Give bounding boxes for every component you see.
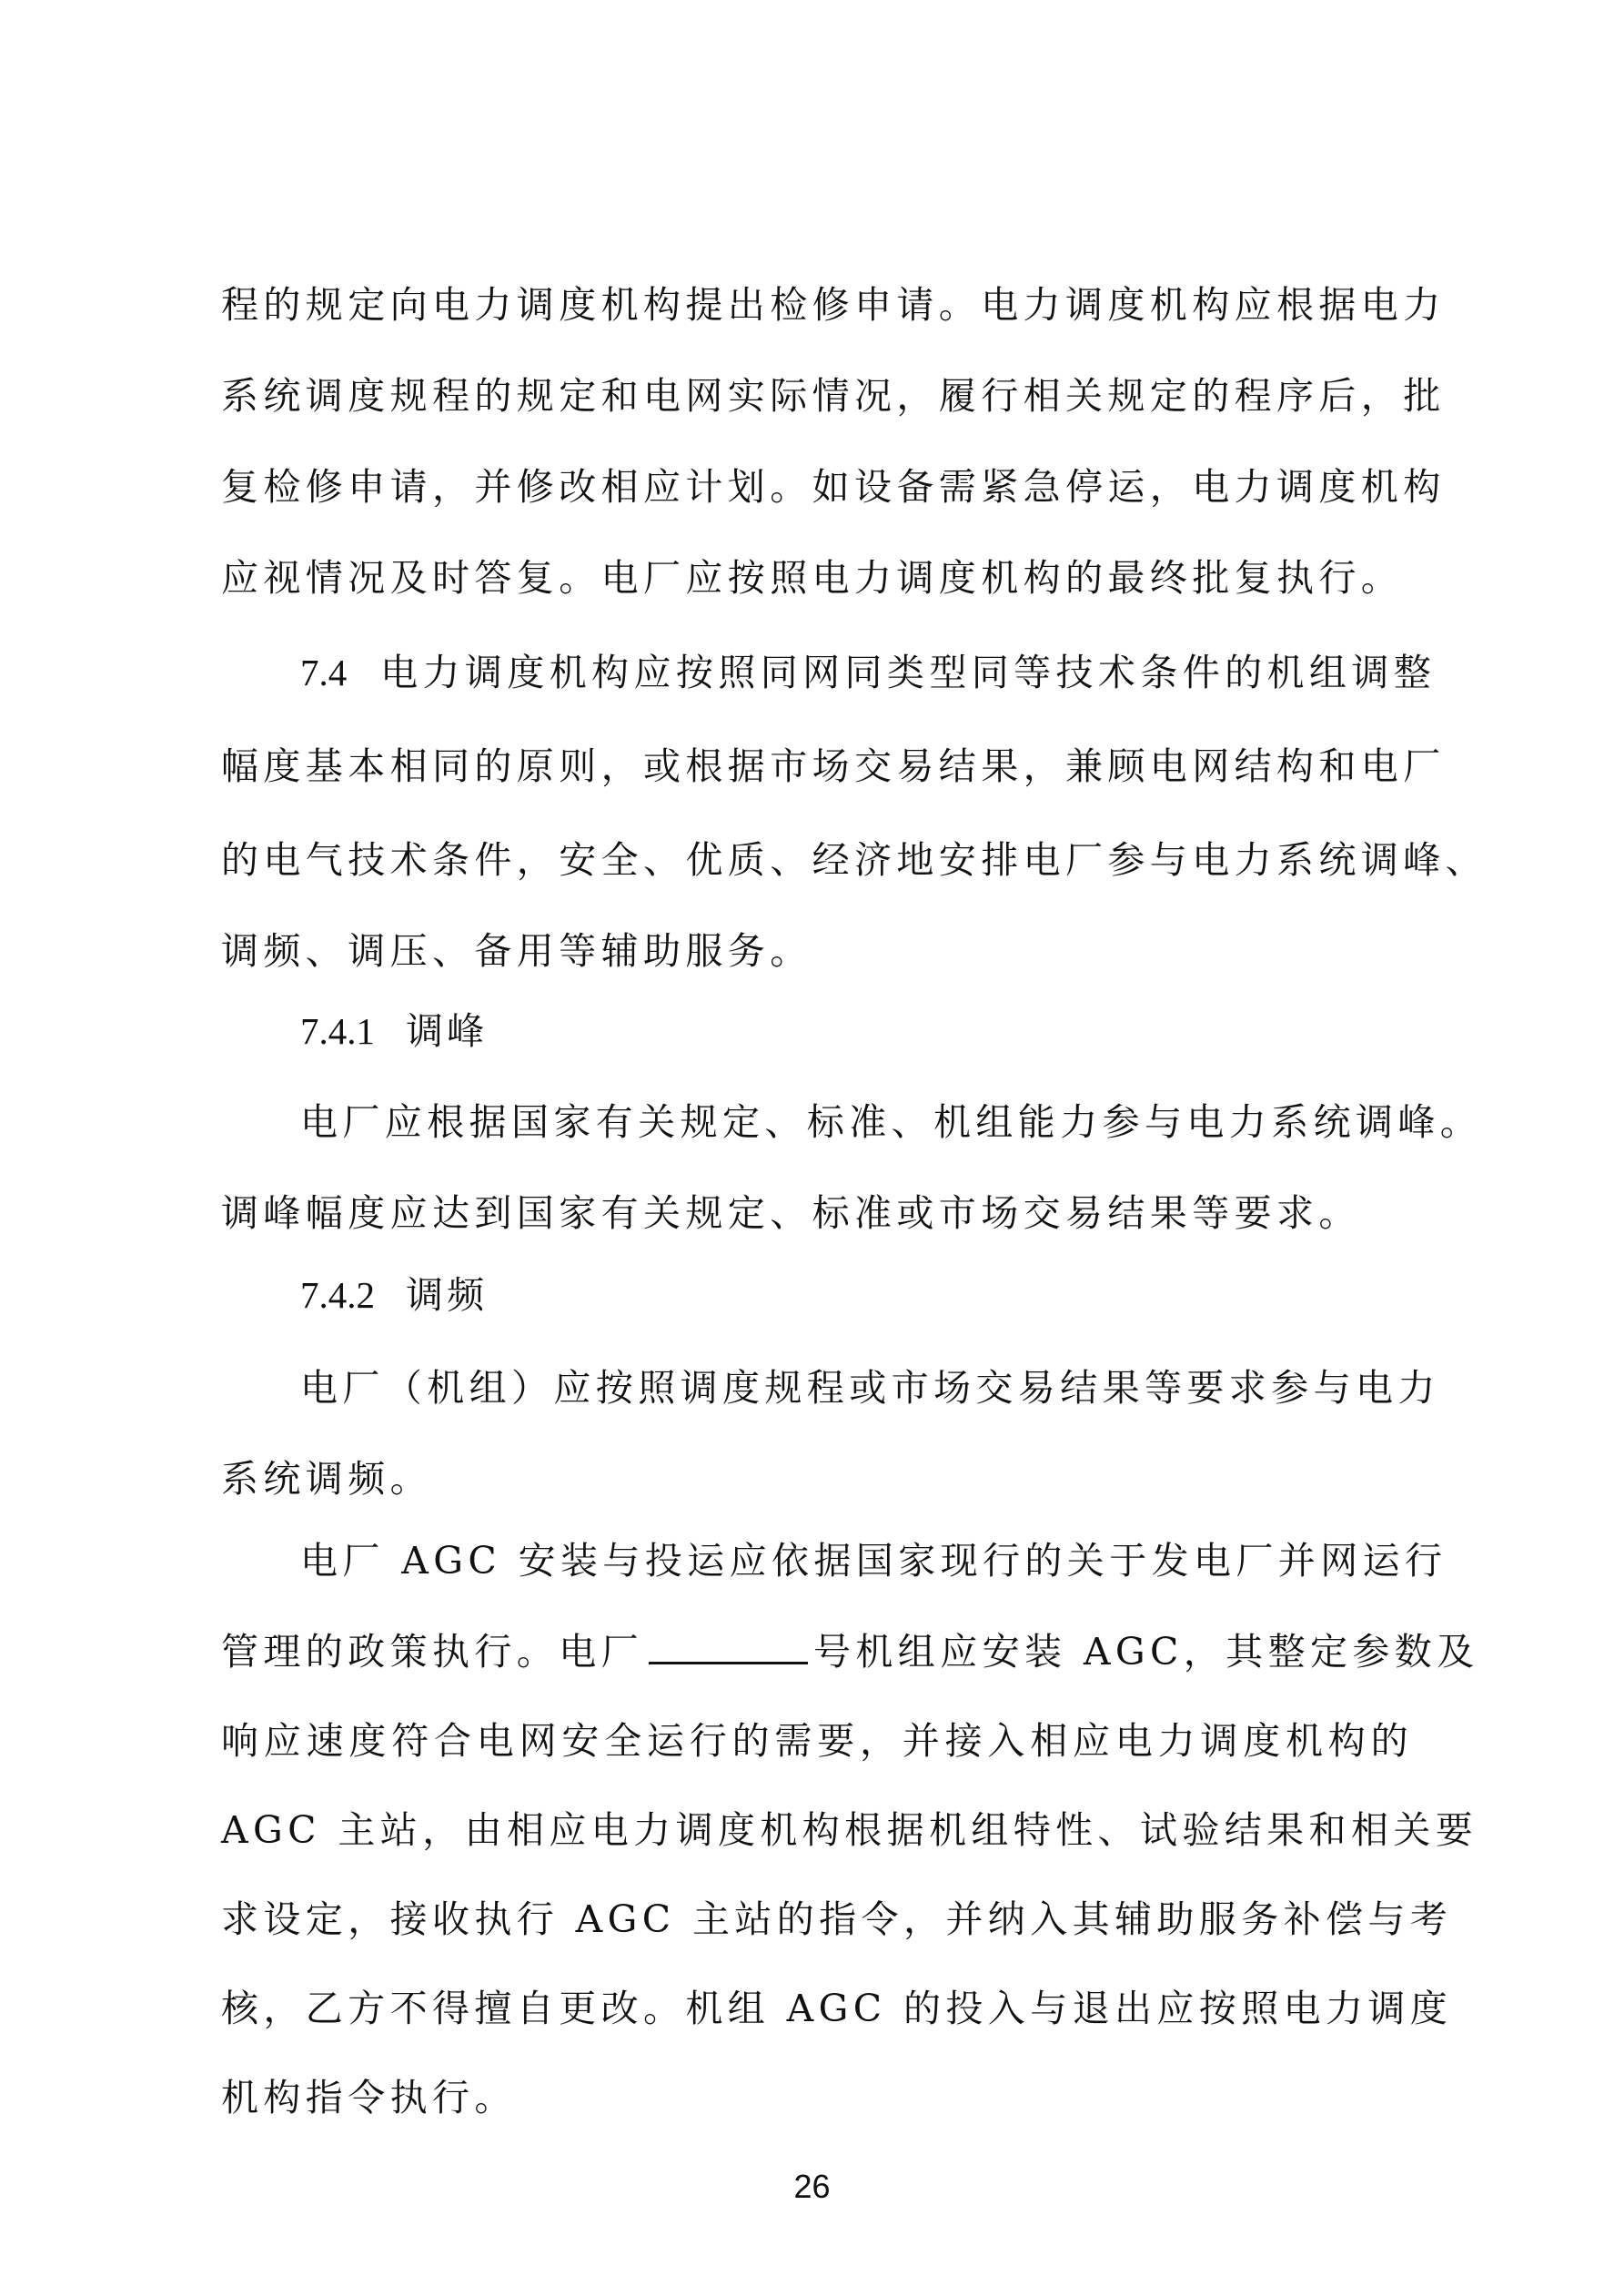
paragraph-line: 电厂（机组）应按照调度规程或市场交易结果等要求参与电力 xyxy=(300,1366,1440,1410)
line-text-after-blank: 号机组应安装 AGC，其整定参数及 xyxy=(813,1630,1479,1674)
section-number: 7.4.2 xyxy=(300,1274,375,1316)
paragraph-line: 调峰幅度应达到国家有关规定、标准或市场交易结果等要求。 xyxy=(221,1191,1361,1235)
paragraph-line: 复检修申请，并修改相应计划。如设备需紧急停运，电力调度机构 xyxy=(221,465,1446,509)
paragraph-line: AGC 主站，由相应电力调度机构根据机组特性、试验结果和相关要 xyxy=(221,1808,1478,1852)
paragraph-line: 系统调度规程的规定和电网实际情况，履行相关规定的程序后，批 xyxy=(221,374,1446,418)
section-number: 7.4 xyxy=(300,652,348,693)
fill-in-blank xyxy=(649,1625,808,1664)
paragraph-line-with-blank xyxy=(221,1620,1479,1684)
section-number: 7.4.1 xyxy=(300,1010,375,1052)
paragraph-line: 机构指令执行。 xyxy=(221,2076,517,2119)
section-title: 调峰 xyxy=(406,1009,489,1053)
page-number: 26 xyxy=(793,2168,831,2205)
paragraph-line: 电厂 AGC 安装与投运应依据国家现行的关于发电厂并网运行 xyxy=(300,1539,1447,1583)
paragraph-line: 求设定，接收执行 AGC 主站的指令，并纳入其辅助服务补偿与考 xyxy=(221,1897,1453,1941)
paragraph-line: 幅度基本相同的原则，或根据市场交易结果，兼顾电网结构和电厂 xyxy=(221,744,1446,788)
paragraph-line: 响应速度符合电网安全运行的需要，并接入相应电力调度机构的 xyxy=(221,1719,1413,1763)
paragraph-line: 核，乙方不得擅自更改。机组 AGC 的投入与退出应按照电力调度 xyxy=(221,1987,1453,2030)
section-7-4-2-heading xyxy=(300,1263,488,1327)
section-7-4-first-line xyxy=(300,641,1437,704)
paragraph-line: 的电气技术条件，安全、优质、经济地安排电厂参与电力系统调峰、 xyxy=(221,838,1488,882)
paragraph-line: 电厂应根据国家有关规定、标准、机组能力参与电力系统调峰。 xyxy=(300,1100,1483,1144)
paragraph-line: 程的规定向电力调度机构提出检修申请。电力调度机构应根据电力 xyxy=(221,283,1446,327)
section-7-4-1-heading xyxy=(300,999,488,1063)
section-title: 调频 xyxy=(406,1273,489,1317)
paragraph-line: 应视情况及时答复。电厂应按照电力调度机构的最终批复执行。 xyxy=(221,556,1404,600)
section-text: 电力调度机构应按照同网同类型同等技术条件的机组调整 xyxy=(380,651,1437,694)
line-text-before-blank: 管理的政策执行。电厂 xyxy=(221,1630,643,1674)
paragraph-line: 系统调频。 xyxy=(221,1457,432,1501)
paragraph-line: 调频、调压、备用等辅助服务。 xyxy=(221,929,812,973)
